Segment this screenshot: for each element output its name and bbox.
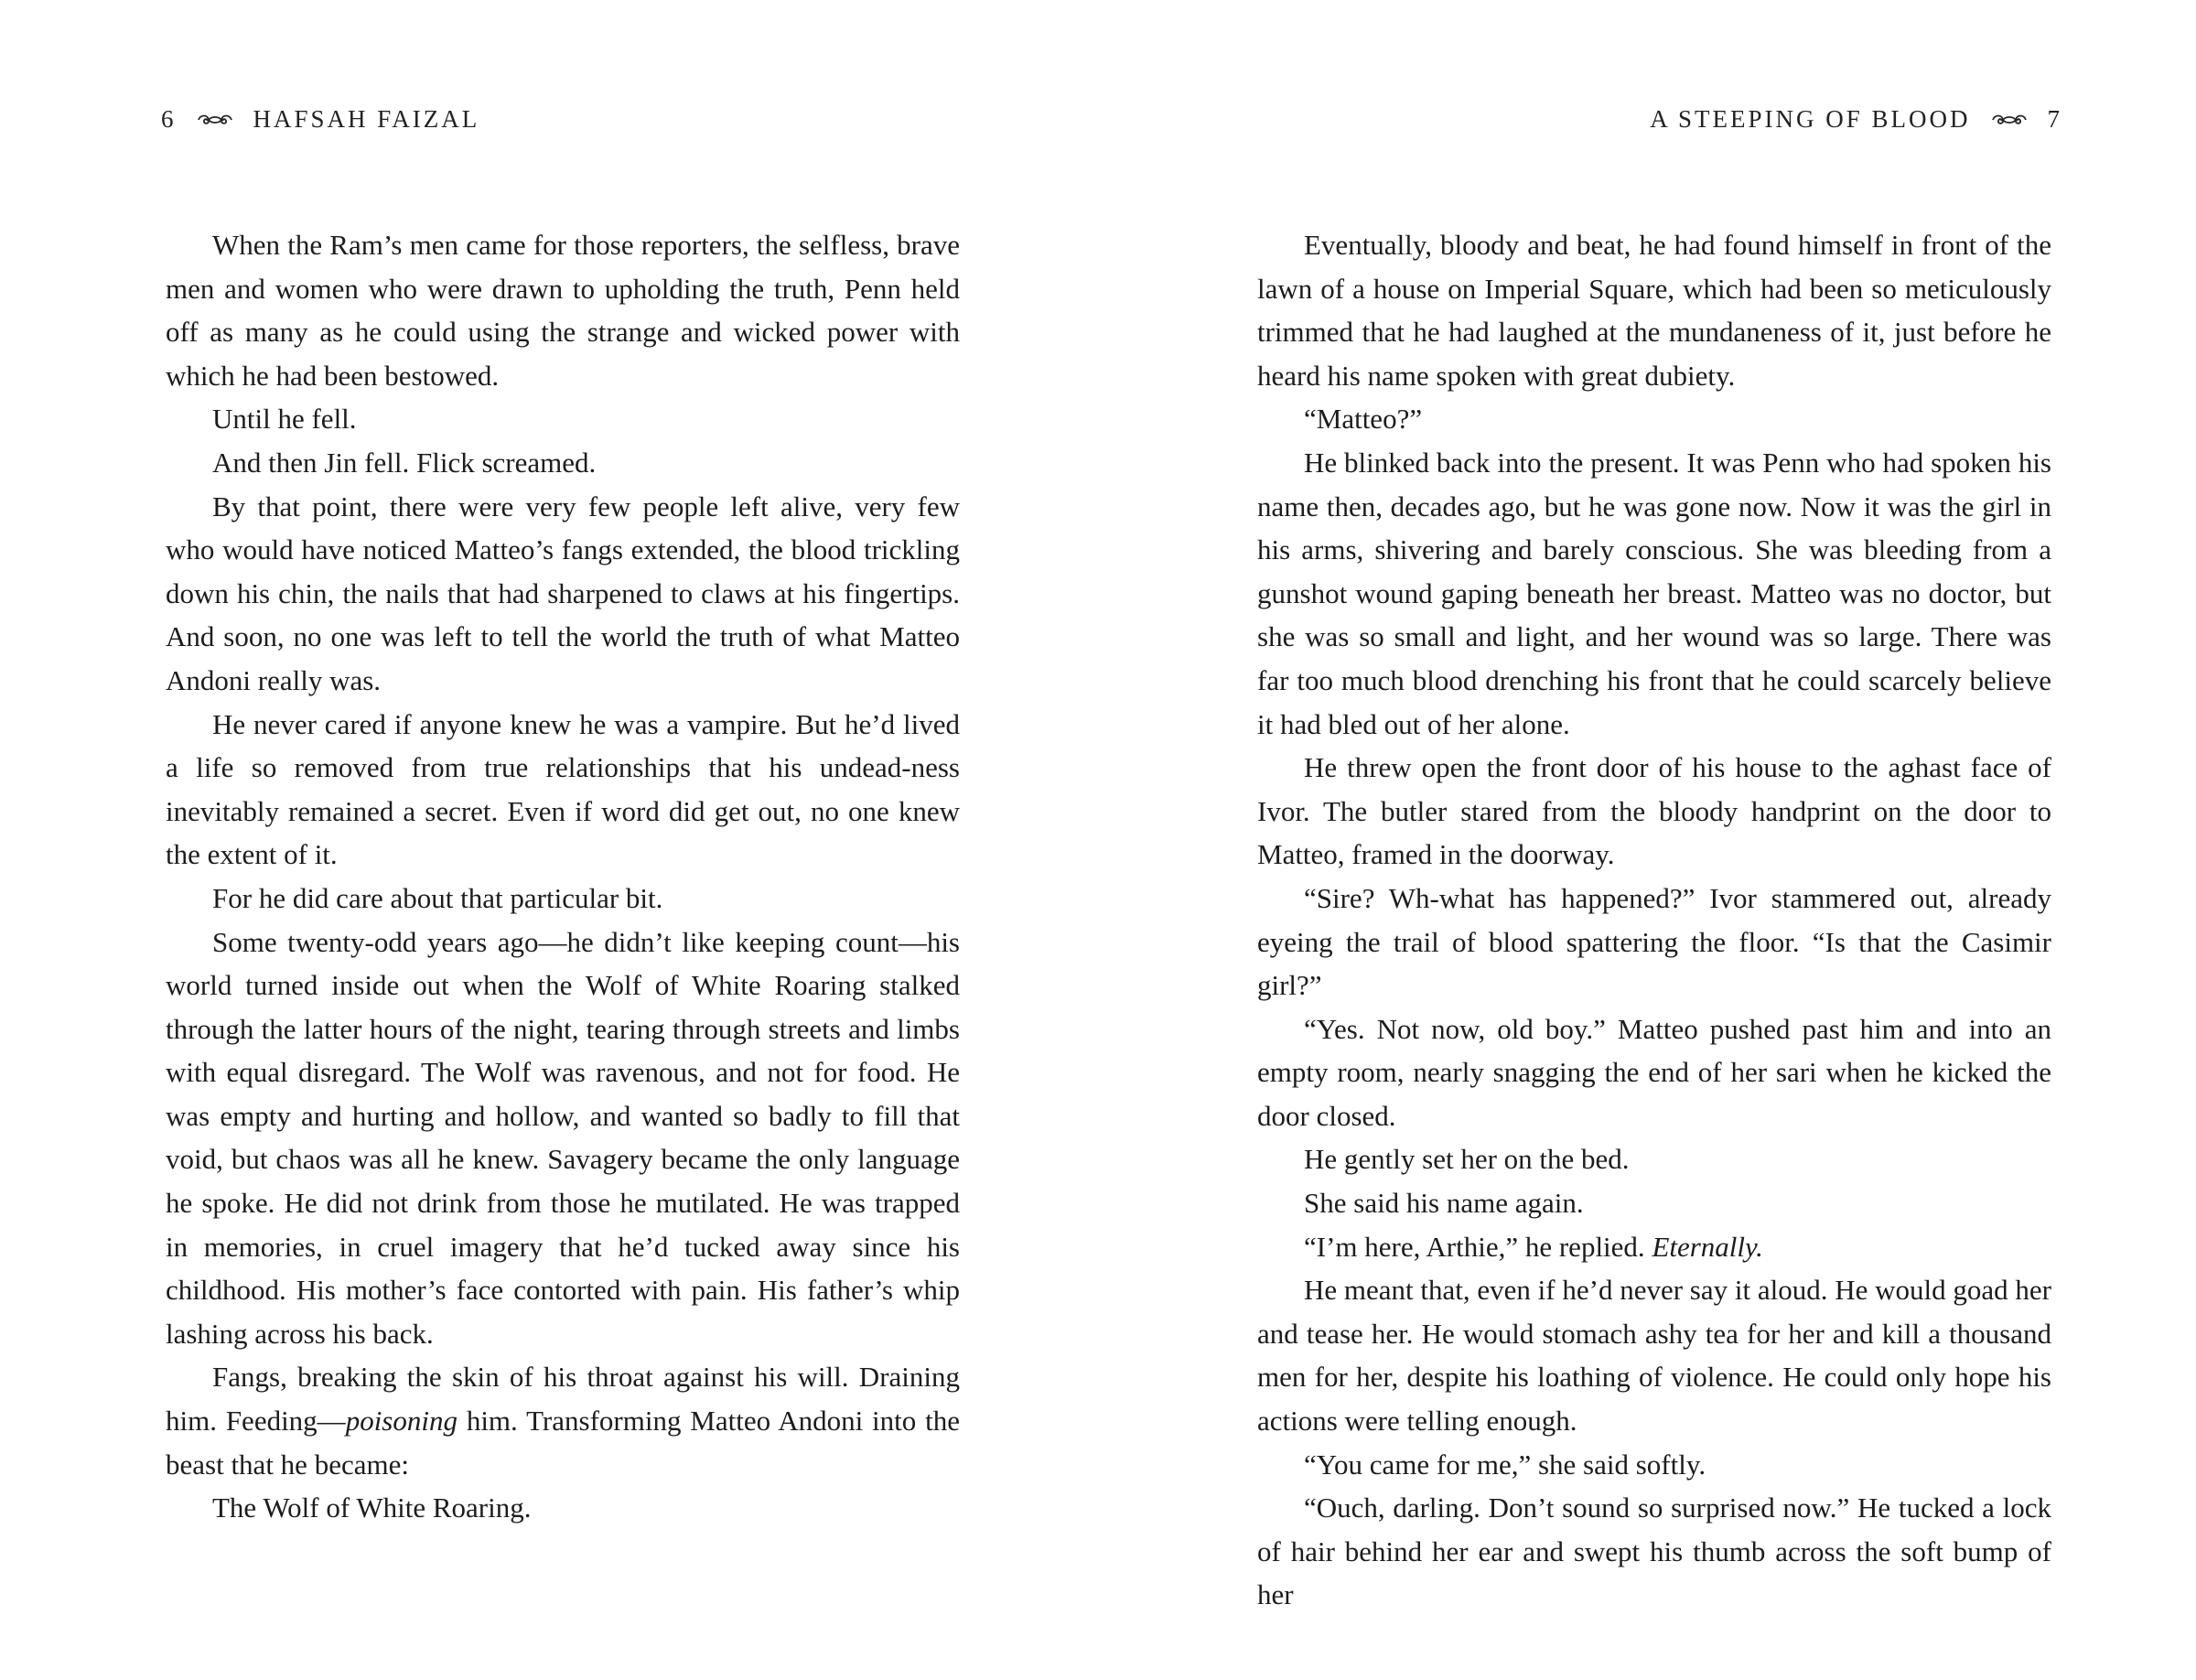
paragraph-text: him. Transforming Matteo Andoni into the beast that he became:	[166, 1405, 960, 1481]
paragraph-continued: “Ouch, darling. Don’t sound so surprised now.” He tucked a lock of hair behind her ear and swept his thumb across the soft bump of her	[1257, 1492, 2051, 1611]
paragraph: “Sire? Wh-what has happened?” Ivor stammered out, already eyeing the trail of blood spattering the floor. “Is that the Casimir girl?”	[1257, 881, 2051, 1002]
swirl-ornament-icon	[1991, 113, 2028, 127]
paragraph: When the Ram’s men came for those reporters, the selfless, brave men and women who were drawn to upholding the truth, Penn held off as many as he could using the strange and wicked power with which he had been bestowed.	[166, 229, 960, 392]
paragraph: By that point, there were very few people left alive, very few who would have noticed Matteo’s fangs extended, the blood trickling down his chin, the nails that had sharpened to claws at his fingertips. And soon, no one was left to tell the world the truth of what Matteo Andoni really was.	[166, 490, 960, 696]
paragraph: He never cared if anyone knew he was a vampire. But he’d lived a life so removed from true relationships that his undead-ness inevitably remained a secret. Even if word did get out, no one knew the extent of it.	[166, 707, 960, 871]
paragraph: He meant that, even if he’d never say it aloud. He would goad her and tease her. He would stomach ashy tea for her and kill a thousand men for her, despite his loathing of violence. He could only hope his actions were telling enough.	[1257, 1274, 2051, 1438]
running-head-left	[161, 104, 479, 134]
right-page-text	[1257, 223, 2051, 1617]
page-number-right: 7	[2047, 104, 2062, 133]
page-number-left: 6	[161, 104, 177, 133]
paragraph: For he did care about that particular bit.	[212, 881, 663, 914]
paragraph: “You came for me,” she said softly.	[1304, 1448, 1706, 1481]
paragraph: He blinked back into the present. It was Penn who had spoken his name then, decades ago, but he was gone now. Now it was the girl in his arms, shivering and barely conscious. She was bleeding from a gunshot wound gaping beneath her breast. Matteo was no doctor, but she was so small and light, and her wound was so large. There was far too much blood drenching his front that he could scarcely believe it had bled out of her alone.	[1257, 446, 2051, 740]
paragraph: She said his name again.	[1304, 1187, 1584, 1220]
paragraph-text: “I’m here, Arthie,” he replied.	[1304, 1230, 1652, 1263]
right-page	[1098, 0, 2196, 1680]
running-head-right	[1650, 104, 2062, 134]
paragraph: And then Jin fell. Flick screamed.	[212, 446, 597, 479]
running-head-author: HAFSAH FAIZAL	[253, 104, 480, 133]
paragraph: Some twenty-odd years ago—he didn’t like keeping count—his world turned inside out when the Wolf of White Roaring stalked through the latter hours of the night, tearing through streets and limbs with equal disregard. The Wolf was ravenous, and not for food. He was empty and hurting and hollow, and wanted so badly to fill that void, but chaos was all he knew. Savagery became the only language he spoke. He did not drink from those he mutilated. He was trapped in memories, in cruel imagery that he’d tucked away since his childhood. His mother’s face contorted with pain. His father’s whip lashing across his back.	[166, 925, 960, 1350]
swirl-ornament-icon	[197, 113, 233, 127]
paragraph-feeding	[166, 1355, 960, 1486]
paragraph: Eventually, bloody and beat, he had found himself in front of the lawn of a house on Imperial Square, which had been so meticulously trimmed that he had laughed at the mundaneness of it, just before he heard his name spoken with great dubiety.	[1257, 229, 2051, 392]
paragraph: Until he fell.	[212, 403, 357, 436]
paragraph: “Yes. Not now, old boy.” Matteo pushed past him and into an empty room, nearly snagging the end of her sari when he kicked the door closed.	[1257, 1012, 2051, 1132]
running-head-title: A STEEPING OF BLOOD	[1650, 104, 1971, 133]
paragraph: The Wolf of White Roaring.	[212, 1492, 532, 1524]
emphasis-text: Eternally.	[1652, 1230, 1763, 1263]
paragraph: He gently set her on the bed.	[1304, 1143, 1630, 1176]
paragraph: He threw open the front door of his house to the aghast face of Ivor. The butler stared from the bloody handprint on the door to Matteo, framed in the doorway.	[1257, 751, 2051, 871]
emphasis-text: poisoning	[345, 1405, 458, 1438]
paragraph-text: Fangs, breaking the skin of his throat against his will. Draining him. Feeding—	[166, 1361, 960, 1438]
left-page-text	[166, 223, 960, 1530]
paragraph-eternally	[1257, 1225, 2051, 1269]
paragraph: “Matteo?”	[1304, 403, 1423, 436]
